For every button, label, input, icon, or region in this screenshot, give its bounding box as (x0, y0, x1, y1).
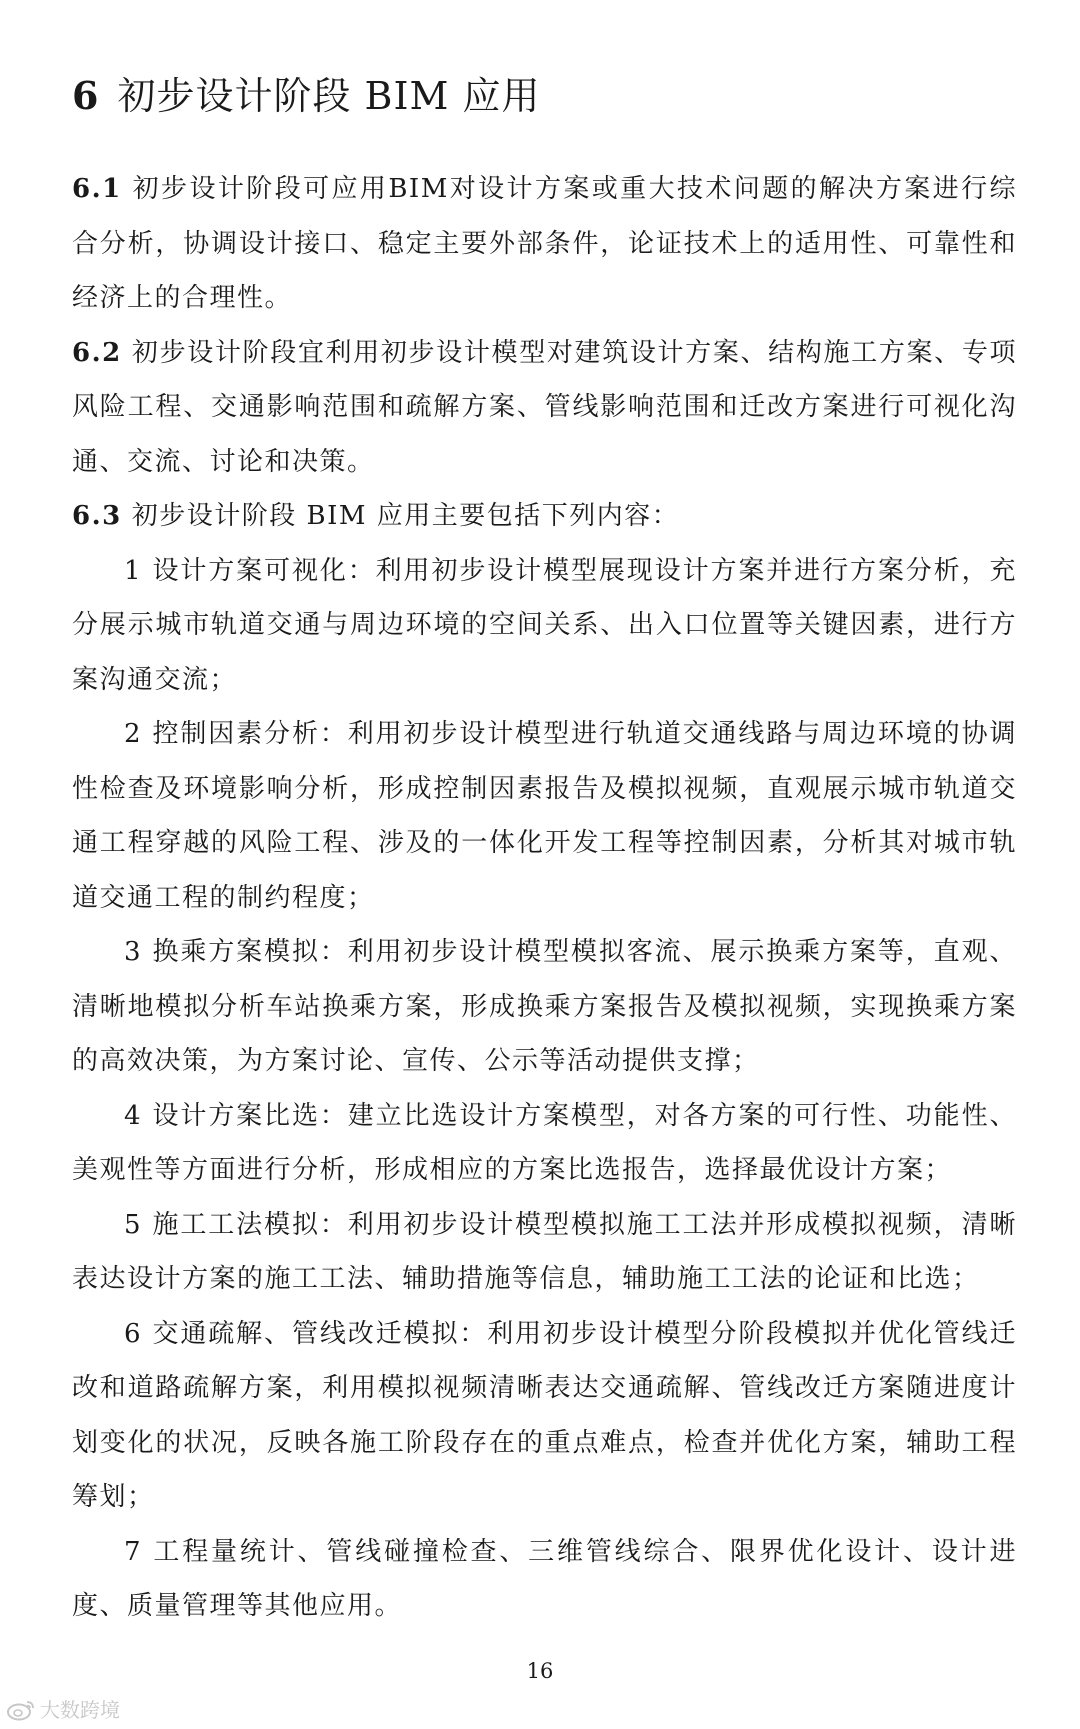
page-number: 16 (526, 1659, 554, 1683)
item-number: 5 (124, 1209, 143, 1240)
watermark (6, 1696, 120, 1724)
list-item-6 (72, 1307, 1017, 1525)
item-number: 7 (124, 1536, 143, 1567)
item-number: 2 (124, 719, 143, 749)
item-number: 4 (124, 1100, 143, 1131)
watermark-text: 大数跨境 (40, 1698, 120, 1722)
clause-6-2 (72, 326, 1017, 490)
item-text: 施工工法模拟：利用初步设计模型模拟施工工法并形成模拟视频，清晰表达设计方案的施工工法、辅助措施等信息，辅助施工工法的论证和比选； (72, 1209, 1017, 1294)
chapter-title-text: 初步设计阶段 BIM 应用 (117, 74, 541, 118)
item-text: 设计方案比选：建立比选设计方案模型，对各方案的可行性、功能性、美观性等方面进行分析，形成相应的方案比选报告，选择最优设计方案； (72, 1100, 1017, 1185)
clause-text: 初步设计阶段可应用BIM对设计方案或重大技术问题的解决方案进行综合分析，协调设计接口、稳定主要外部条件，论证技术上的适用性、可靠性和经济上的合理性。 (72, 174, 1017, 313)
clause-number: 6.1 (72, 174, 122, 204)
clause-6-1 (72, 162, 1017, 326)
item-number: 6 (124, 1318, 143, 1349)
item-text: 设计方案可视化：利用初步设计模型展现设计方案并进行方案分析，充分展示城市轨道交通与周边环境的空间关系、出入口位置等关键因素，进行方案沟通交流； (72, 555, 1017, 695)
list-item-3 (72, 925, 1017, 1089)
item-text: 工程量统计、管线碰撞检查、三维管线综合、限界优化设计、设计进度、质量管理等其他应用。 (72, 1536, 1017, 1621)
list-item-4 (72, 1089, 1017, 1198)
list-item-1 (72, 544, 1017, 708)
item-number: 1 (124, 555, 143, 586)
clause-number: 6.2 (72, 337, 122, 368)
clause-text: 初步设计阶段宜利用初步设计模型对建筑设计方案、结构施工方案、专项风险工程、交通影响范围和疏解方案、管线影响范围和迁改方案进行可视化沟通、交流、讨论和决策。 (72, 337, 1017, 477)
weibo-logo-icon (6, 1699, 36, 1721)
clause-text: 初步设计阶段 BIM 应用主要包括下列内容： (131, 501, 680, 531)
item-text: 控制因素分析：利用初步设计模型进行轨道交通线路与周边环境的协调性检查及环境影响分析，形成控制因素报告及模拟视频，直观展示城市轨道交通工程穿越的风险工程、涉及的一体化开发工程等控制因素，分析其对城市轨道交通工程的制约程度； (72, 719, 1017, 913)
clause-6-3 (72, 489, 1017, 544)
item-text: 换乘方案模拟：利用初步设计模型模拟客流、展示换乘方案等，直观、清晰地模拟分析车站换乘方案，形成换乘方案报告及模拟视频，实现换乘方案的高效决策，为方案讨论、宣传、公示等活动提供支撑； (72, 937, 1017, 1076)
list-item-7 (72, 1525, 1017, 1634)
body-content (72, 162, 1017, 1634)
chapter-title (72, 72, 540, 120)
list-item-5 (72, 1198, 1017, 1307)
chapter-number: 6 (72, 73, 100, 118)
item-text: 交通疏解、管线改迁模拟：利用初步设计模型分阶段模拟并优化管线迁改和道路疏解方案，利用模拟视频清晰表达交通疏解、管线改迁方案随进度计划变化的状况，反映各施工阶段存在的重点难点，检查并优化方案，辅助工程筹划； (72, 1318, 1017, 1512)
clause-number: 6.3 (72, 501, 122, 531)
item-number: 3 (124, 937, 143, 967)
list-item-2 (72, 707, 1017, 925)
